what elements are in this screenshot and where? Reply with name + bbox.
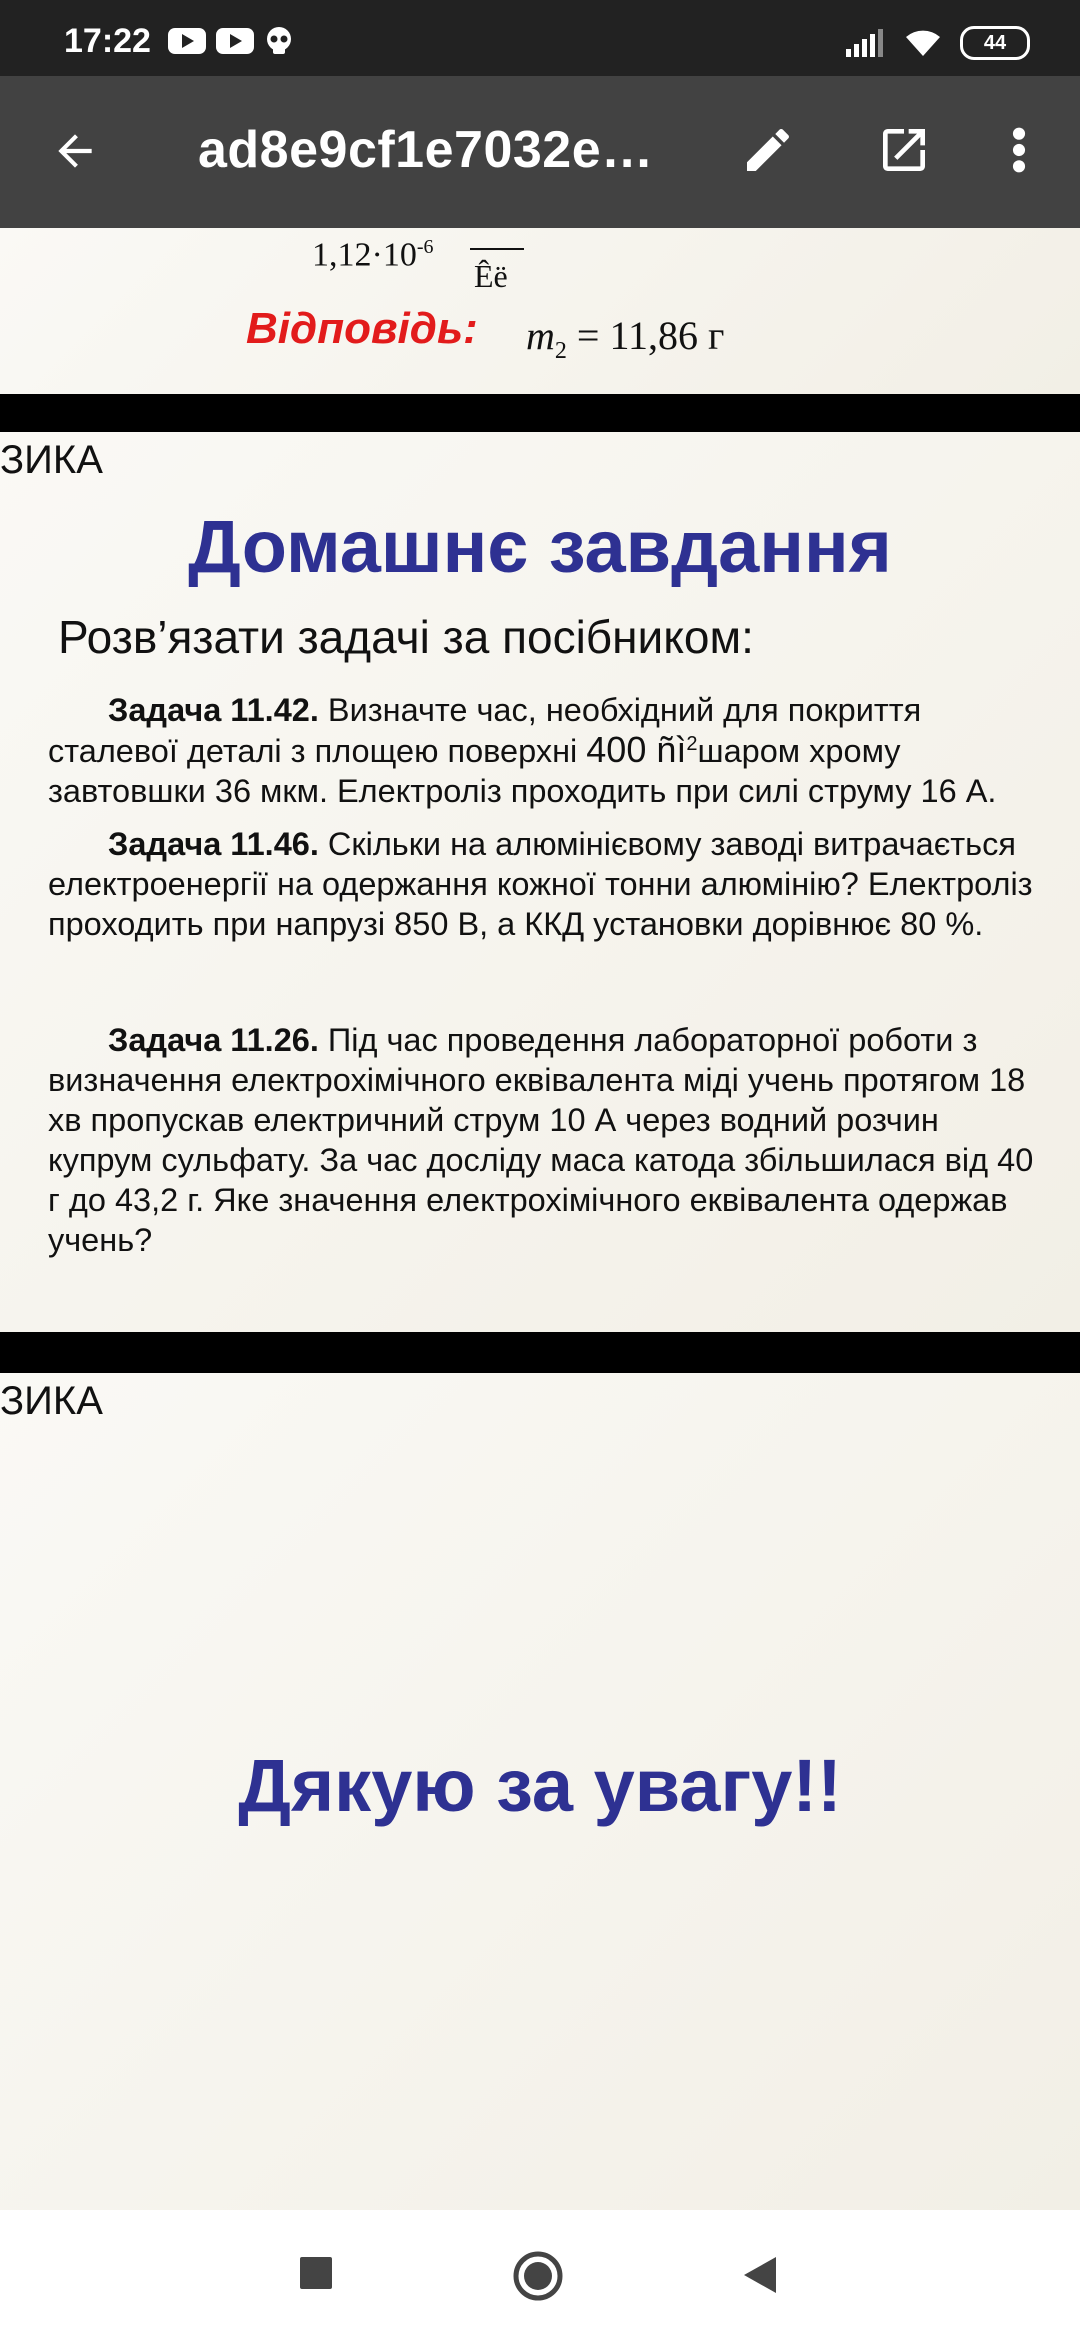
answer-subscript: 2 bbox=[554, 338, 567, 364]
task-text: Визначте час, необхідний для покриття сталевої деталі з площею поверхні bbox=[48, 692, 922, 769]
task-text: шаром хрому завтовшки 36 мкм. Електроліз проходить при силі струму 16 А. bbox=[48, 733, 997, 809]
formula-exponent: -6 bbox=[416, 236, 434, 258]
document-title: ad8e9cf1e7032e… bbox=[198, 121, 654, 179]
thanks-title: Дякую за увагу!! bbox=[238, 1744, 842, 1827]
slide-previous bbox=[0, 228, 1080, 394]
task-label: Задача 11.42. bbox=[108, 692, 319, 728]
status-bar bbox=[0, 0, 1080, 76]
task-label: Задача 11.46. bbox=[108, 826, 319, 862]
task-item bbox=[48, 690, 1048, 811]
formula-base: 1,12·10 bbox=[312, 236, 417, 274]
youtube-icon bbox=[216, 28, 254, 54]
open-external-icon[interactable] bbox=[876, 122, 932, 178]
status-time: 17:22 bbox=[64, 22, 151, 60]
more-vert-icon[interactable] bbox=[1004, 122, 1034, 178]
slide-subtitle: Розв’язати задачі за посібником: bbox=[58, 611, 754, 663]
battery-icon: 44 bbox=[960, 26, 1030, 60]
task-area-value: 400 ñì bbox=[586, 729, 687, 770]
edit-pencil-icon[interactable] bbox=[740, 122, 796, 178]
notification-icons bbox=[168, 28, 294, 58]
answer-value bbox=[526, 312, 724, 365]
chapter-label: ЗИКА bbox=[0, 1379, 103, 1423]
slide-homework bbox=[0, 432, 1080, 1332]
system-icons bbox=[846, 26, 1030, 60]
home-circle-icon[interactable] bbox=[512, 2250, 564, 2302]
task-label: Задача 11.26. bbox=[108, 1022, 319, 1058]
task-text: Скільки на алюмінієвому заводі витрачається електроенергії на одержання кожної тонни алюмінію? Електроліз проходить при напрузі 850 В, а ККД установки дорівнює 80 %. bbox=[48, 826, 1033, 942]
task-area-exponent: 2 bbox=[686, 733, 698, 755]
signal-icon bbox=[846, 29, 886, 57]
task-item bbox=[48, 1020, 1048, 1260]
recents-square-icon[interactable] bbox=[298, 2255, 334, 2291]
formula-numerator bbox=[312, 236, 434, 274]
slide-thanks bbox=[0, 1373, 1080, 2210]
answer-variable: m bbox=[526, 313, 555, 358]
formula-denominator: Êë bbox=[474, 258, 508, 294]
task-text: Під час проведення лабораторної роботи з визначення електрохімічного еквівалента міді учень протягом 18 хв пропускав електричний струм 10 А через водний розчин купрум сульфату. За час досліду маса катода збільшилася від 40 г до 43,2 г. Яке значення електрохімічного еквівалента одержав учень? bbox=[48, 1022, 1034, 1258]
youtube-icon bbox=[168, 28, 206, 54]
wifi-icon bbox=[904, 28, 942, 58]
app-bar bbox=[0, 76, 1080, 228]
skull-icon bbox=[264, 26, 294, 56]
answer-label: Відповідь: bbox=[246, 304, 478, 353]
answer-number: = 11,86 г bbox=[566, 313, 725, 358]
fraction-line bbox=[470, 248, 524, 250]
chapter-label: ЗИКА bbox=[0, 438, 103, 482]
task-item bbox=[48, 824, 1048, 944]
slide-title: Домашнє завдання bbox=[188, 505, 892, 588]
back-triangle-icon[interactable] bbox=[742, 2255, 778, 2295]
navigation-bar bbox=[0, 2210, 1080, 2340]
back-arrow-icon[interactable] bbox=[50, 126, 100, 176]
